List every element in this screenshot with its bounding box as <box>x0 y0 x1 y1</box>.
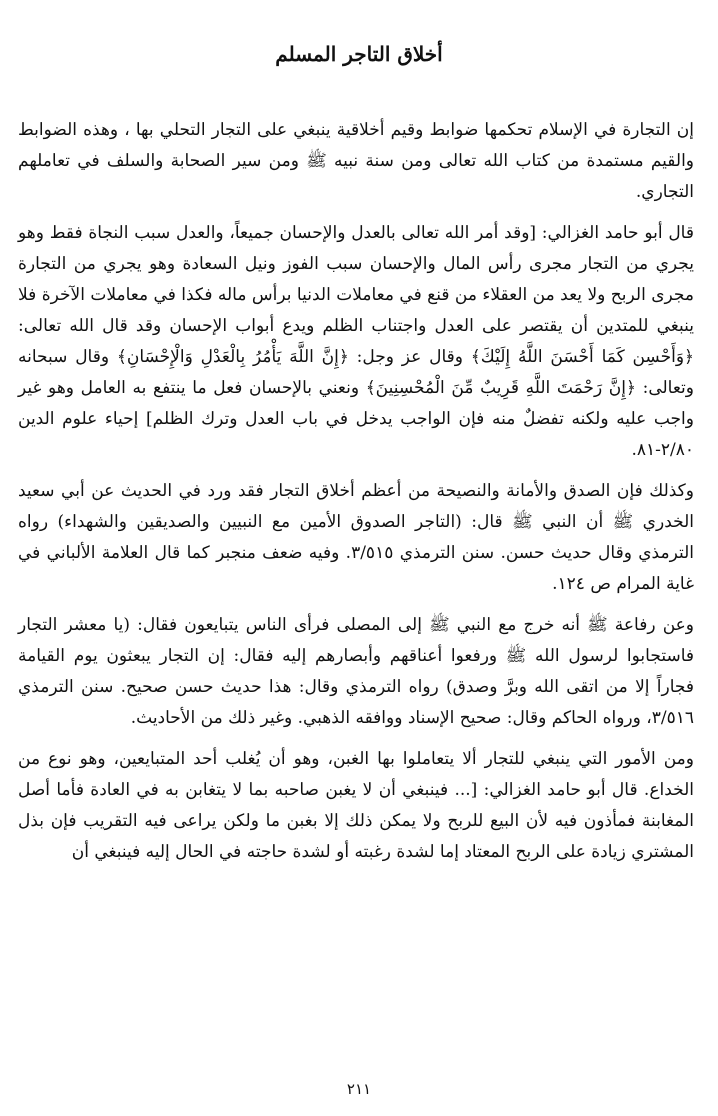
paragraph-ghabn: ومن الأمور التي ينبغي للتجار ألا يتعاملوا بها الغبن، وهو أن يُغلب أحد المتبايعين، وهو نوع من الخداع. قال أبو حامد الغزالي: [... فينبغي أن لا يغبن صاحبه بما لا يتغابن به في العادة فأما أصل المغابنة فمأذون فيه لأن البيع للربح ولا يمكن ذلك إلا بغبن ما ولكن يراعى فيه التقريب فإن بذل المشتري زيادة على الربح المعتاد إما لشدة رغبته أو لشدة حاجته في الحال إليه فينبغي أن <box>18 749 694 862</box>
paragraph-ghazali-justice: قال أبو حامد الغزالي: [وقد أمر الله تعالى بالعدل والإحسان جميعاً، والعدل سبب النجاة فقط وهو يجري من التجار مجرى رأس المال والإحسان سبب الفوز ونيل السعادة وهو يجري من التجارة مجرى الربح ولا يعد من العقلاء من قنع في معاملات الدنيا برأس ماله فكذا في معاملات الآخرة فلا ينبغي للمتدين أن يقتصر على العدل واجتناب الظلم ويدع أبواب الإحسان وقد قال الله تعالى: ﴿وَأَحْسِن كَمَا أَحْسَنَ اللَّهُ إِلَيْكَ﴾ وقال عز وجل: ﴿إِنَّ اللَّهَ يَأْمُرُ بِالْعَدْلِ وَالْإِحْسَانِ﴾ وقال سبحانه وتعالى: ﴿إِنَّ رَحْمَتَ اللَّهِ قَرِيبٌ مِّنَ الْمُحْسِنِينَ﴾ ونعني بالإحسان فعل ما ينتفع به العامل وهو غير واجب عليه ولكنه تفضلٌ منه فإن الواجب يدخل في باب العدل وترك الظلم] إحياء علوم الدين ٢/٨٠-٨١. <box>18 223 694 460</box>
paragraph-honesty: وكذلك فإن الصدق والأمانة والنصيحة من أعظم أخلاق التجار فقد ورد في الحديث عن أبي سعيد الخدري ﷺ أن النبي ﷺ قال: (التاجر الصدوق الأمين مع النبيين والصديقين والشهداء) رواه الترمذي وقال حديث حسن. سنن الترمذي ٣/٥١٥. وفيه ضعف منجبر كما قال العلامة الألباني في غاية المرام ص ١٢٤. <box>18 481 694 594</box>
page-body <box>18 115 694 878</box>
paragraph-rifaa: وعن رفاعة ﷺ أنه خرج مع النبي ﷺ إلى المصلى فرأى الناس يتبايعون فقال: (يا معشر التجار فاستجابوا لرسول الله ﷺ ورفعوا أعناقهم وأبصارهم إليه فقال: إن التجار يبعثون يوم القيامة فجاراً إلا من اتقى الله وبرَّ وصدق) رواه الترمذي وقال: هذا حديث حسن صحيح. سنن الترمذي ٣/٥١٦، ورواه الحاكم وقال: صحيح الإسناد ووافقه الذهبي. وغير ذلك من الأحاديث. <box>18 615 694 728</box>
paragraph-intro: إن التجارة في الإسلام تحكمها ضوابط وقيم أخلاقية ينبغي على التجار التحلي بها ، وهذه الضوابط والقيم مستمدة من كتاب الله تعالى ومن سنة نبيه ﷺ ومن سير الصحابة والسلف في تعاملهم التجاري. <box>18 120 694 202</box>
page-number: ٢١١ <box>346 1080 372 1098</box>
page-title: أخلاق التاجر المسلم <box>275 42 443 66</box>
